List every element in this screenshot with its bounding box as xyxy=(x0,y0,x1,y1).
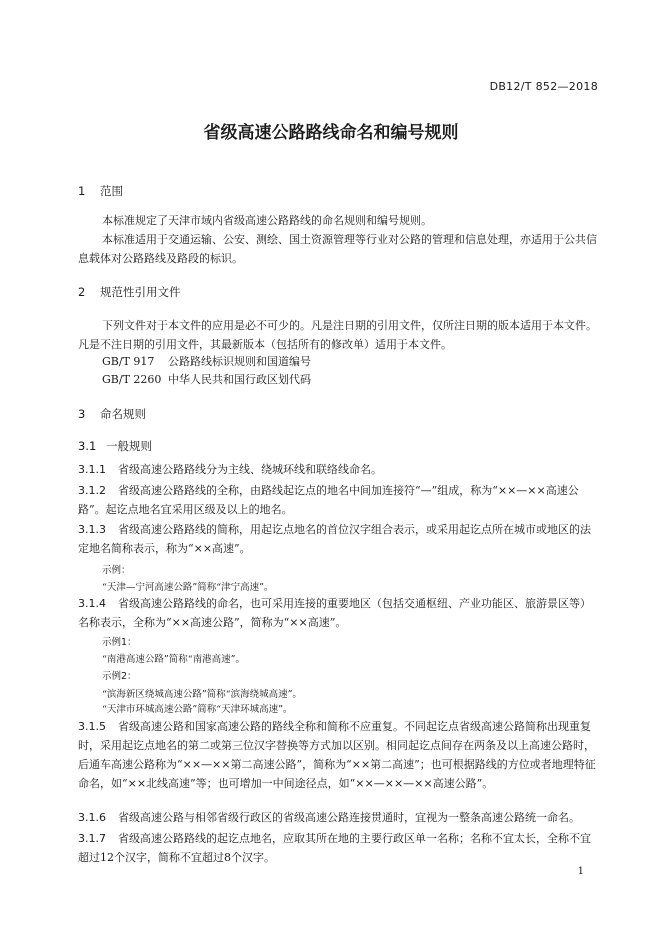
example-text: “南港高速公路”简称“南港高速”。 xyxy=(102,654,245,665)
example-text: “滨海新区绕城高速公路”简称“滨海绕城高速”。 xyxy=(102,689,302,700)
reference-item xyxy=(102,371,311,387)
section-number: 3 xyxy=(78,407,86,421)
subsection-number: 3.1 xyxy=(78,439,97,453)
section-heading-naming-rules xyxy=(78,406,146,422)
standard-code: DB12/T 852—2018 xyxy=(489,80,598,93)
document-title: 省级高速公路路线命名和编号规则 xyxy=(203,123,459,143)
section-heading-scope xyxy=(78,183,123,199)
clause-number: 3.1.4 xyxy=(78,597,106,610)
clause-number: 3.1.1 xyxy=(78,463,106,476)
clause-text: 省级高速公路路线的命名，也可采用连接的重要地区（包括交通枢纽、产业功能区、旅游景区等）名称表示，全称为“××高速公路”，简称为“××高速”。 xyxy=(78,597,591,629)
example-text: “天津—宁河高速公路”简称“津宁高速”。 xyxy=(102,582,274,593)
reference-code: GB/T 2260 xyxy=(102,373,162,386)
example-label: 示例1： xyxy=(102,637,137,648)
clause-3-1-5 xyxy=(78,717,598,793)
clause-number: 3.1.3 xyxy=(78,523,106,536)
clause-text: 省级高速公路与相邻省级行政区的省级高速公路连接贯通时，宜视为一整条高速公路统一命名。 xyxy=(118,811,580,824)
paragraph: 本标准适用于交通运输、公安、测绘、国土资源管理等行业对公路的管理和信息处理，亦适用于公共信息载体对公路路线及路段的标识。 xyxy=(78,233,597,265)
clause-text: 省级高速公路路线分为主线、绕城环线和联络线命名。 xyxy=(118,463,382,476)
clause-3-1-2 xyxy=(78,481,598,519)
clause-3-1-6 xyxy=(78,808,598,827)
example-label: 示例2： xyxy=(102,671,137,682)
subsection-title: 一般规则 xyxy=(106,439,152,453)
clause-text: 省级高速公路路线的起讫点地名，应取其所在地的主要行政区单一名称；名称不宜太长，全称不宜超过12个汉字，简称不宜超过8个汉字。 xyxy=(78,832,591,864)
subsection-heading-general-rules xyxy=(78,438,152,454)
clause-number: 3.1.6 xyxy=(78,811,106,824)
clause-number: 3.1.2 xyxy=(78,484,106,497)
section-title: 范围 xyxy=(100,184,123,198)
reference-item xyxy=(102,353,311,369)
clause-3-1-1 xyxy=(78,460,598,479)
clause-number: 3.1.7 xyxy=(78,832,106,845)
clause-3-1-3 xyxy=(78,520,598,558)
section-heading-normative-references xyxy=(78,284,181,300)
reference-title: 公路路线标识规则和国道编号 xyxy=(168,355,311,368)
clause-3-1-4 xyxy=(78,594,598,632)
paragraph: 下列文件对于本文件的应用是必不可少的。凡是注日期的引用文件，仅所注日期的版本适用于本文件。凡是不注日期的引用文件，其最新版本（包括所有的修改单）适用于本文件。 xyxy=(78,319,597,351)
section-number: 2 xyxy=(78,285,86,299)
paragraph: 本标准规定了天津市域内省级高速公路路线的命名规则和编号规则。 xyxy=(102,214,432,227)
page-number: 1 xyxy=(577,866,584,877)
section-title: 规范性引用文件 xyxy=(100,285,181,299)
example-label: 示例： xyxy=(102,565,131,576)
clause-text: 省级高速公路路线的简称，用起讫点地名的首位汉字组合表示，或采用起讫点所在城市或地区的法定地名简称表示，称为“××高速”。 xyxy=(78,523,591,555)
section-title: 命名规则 xyxy=(100,407,146,421)
clause-3-1-7 xyxy=(78,829,598,867)
clause-number: 3.1.5 xyxy=(78,720,106,733)
reference-title: 中华人民共和国行政区划代码 xyxy=(168,373,311,386)
section-number: 1 xyxy=(78,184,86,198)
reference-code: GB/T 917 xyxy=(102,355,155,368)
clause-text: 省级高速公路路线的全称，由路线起讫点的地名中间加连接符“—”组成，称为“××—××高速公路”。起讫点地名宜采用区级及以上的地名。 xyxy=(78,484,579,516)
example-text: “天津市环城高速公路”简称“天津环城高速”。 xyxy=(102,704,293,715)
clause-text: 省级高速公路和国家高速公路的路线全称和简称不应重复。不同起讫点省级高速公路简称出现重复时，采用起讫点地名的第二或第三位汉字替换等方式加以区别。相同起讫点间存在两条及以上高速公路时，后通车高速公路称为“××—××第二高速公路”，简称为“××第二高速”；也可根据路线的方位或者地理特征命名，如“××北线高速”等；也可增加一中间途径点，如“××—××—××高速公路”。 xyxy=(78,720,596,790)
